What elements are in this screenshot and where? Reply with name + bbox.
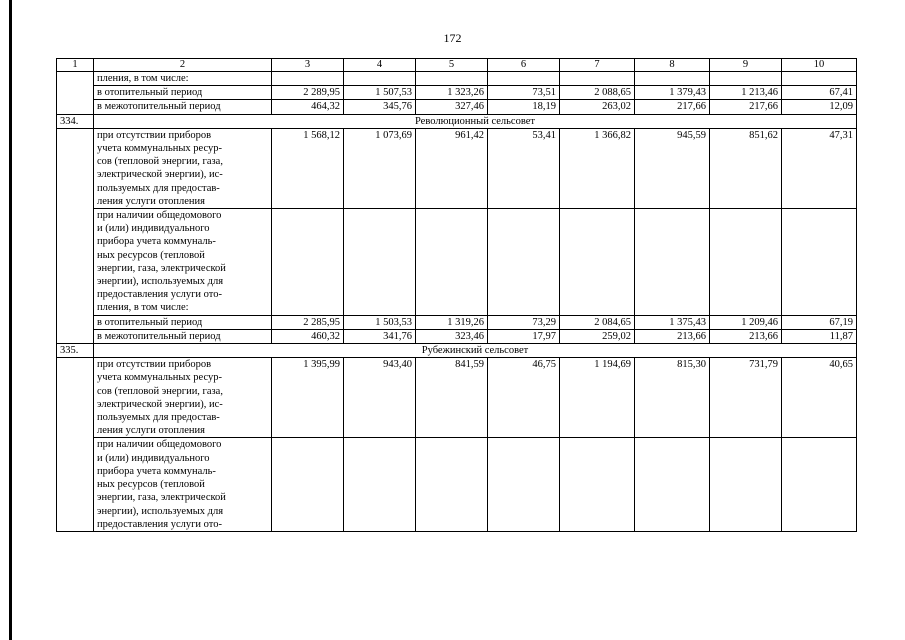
value-cell: 1 375,43 (635, 315, 710, 329)
section-header-row (57, 114, 857, 128)
col-header: 7 (560, 59, 635, 72)
value-cell: 323,46 (416, 329, 488, 343)
value-cell: 1 319,26 (416, 315, 488, 329)
value-cell: 18,19 (488, 100, 560, 114)
value-cell: 943,40 (344, 358, 416, 438)
value-cell: 815,30 (635, 358, 710, 438)
value-cell: 2 289,95 (272, 86, 344, 100)
section-number: 335. (57, 344, 94, 358)
value-cell: 47,31 (782, 128, 857, 208)
section-header-row (57, 344, 857, 358)
value-cell: 1 395,99 (272, 358, 344, 438)
section-title: Революционный сельсовет (94, 114, 857, 128)
value-cell: 67,41 (782, 86, 857, 100)
value-cell: 17,97 (488, 329, 560, 343)
tariff-table (56, 58, 857, 532)
table-row (57, 128, 857, 208)
value-cell: 851,62 (710, 128, 782, 208)
col-header: 2 (94, 59, 272, 72)
section-number: 334. (57, 114, 94, 128)
period-label: в отопительный период (94, 315, 272, 329)
value-cell: 73,51 (488, 86, 560, 100)
row-number-cell (57, 358, 94, 532)
value-cell: 1 366,82 (560, 128, 635, 208)
value-cell: 217,66 (710, 100, 782, 114)
value-cell: 1 209,46 (710, 315, 782, 329)
value-cell: 1 323,26 (416, 86, 488, 100)
value-cell: 841,59 (416, 358, 488, 438)
value-cell: 67,19 (782, 315, 857, 329)
value-cell: 213,66 (710, 329, 782, 343)
row-description: при наличии общедомового и (или) индивидуального прибора учета коммуналь- ных ресурсов (тепловой энергии, газа, электрической энергии), используемых для предоставления услуги ото- пления, в том числе: (94, 209, 272, 316)
value-cell: 259,02 (560, 329, 635, 343)
section-title: Рубежинский сельсовет (94, 344, 857, 358)
table-row (57, 358, 857, 438)
row-number-cell (57, 72, 94, 115)
value-cell: 263,02 (560, 100, 635, 114)
page-number: 172 (443, 31, 462, 45)
value-cell: 1 568,12 (272, 128, 344, 208)
table-row (57, 72, 857, 86)
value-cell: 464,32 (272, 100, 344, 114)
col-header: 4 (344, 59, 416, 72)
table-row (57, 329, 857, 343)
col-header: 8 (635, 59, 710, 72)
row-description: при отсутствии приборов учета коммунальных ресур- сов (тепловой энергии, газа, электрической энергии), ис- пользуемых для предостав- ления услуги отопления (94, 358, 272, 438)
table-row (57, 100, 857, 114)
value-cell: 2 285,95 (272, 315, 344, 329)
period-label: в отопительный период (94, 86, 272, 100)
value-cell: 460,32 (272, 329, 344, 343)
col-header: 9 (710, 59, 782, 72)
table-row (57, 315, 857, 329)
value-cell: 12,09 (782, 100, 857, 114)
value-cell: 1 503,53 (344, 315, 416, 329)
col-header: 6 (488, 59, 560, 72)
value-cell: 1 379,43 (635, 86, 710, 100)
table-row (57, 86, 857, 100)
value-cell: 2 084,65 (560, 315, 635, 329)
value-cell: 1 213,46 (710, 86, 782, 100)
value-cell: 327,46 (416, 100, 488, 114)
value-cell: 73,29 (488, 315, 560, 329)
row-description: пления, в том числе: (94, 72, 272, 86)
col-header: 1 (57, 59, 94, 72)
value-cell: 2 088,65 (560, 86, 635, 100)
row-number-cell (57, 128, 94, 343)
value-cell: 961,42 (416, 128, 488, 208)
row-description: при наличии общедомового и (или) индивидуального прибора учета коммуналь- ных ресурсов (тепловой энергии, газа, электрической энергии), используемых для предоставления услуги ото- (94, 438, 272, 531)
row-description: при отсутствии приборов учета коммунальных ресур- сов (тепловой энергии, газа, электрической энергии), ис- пользуемых для предостав- ления услуги отопления (94, 128, 272, 208)
value-cell: 217,66 (635, 100, 710, 114)
col-header: 3 (272, 59, 344, 72)
period-label: в межотопительный период (94, 100, 272, 114)
value-cell: 1 073,69 (344, 128, 416, 208)
value-cell: 46,75 (488, 358, 560, 438)
header-row (57, 59, 857, 72)
period-label: в межотопительный период (94, 329, 272, 343)
col-header: 10 (782, 59, 857, 72)
value-cell: 40,65 (782, 358, 857, 438)
value-cell: 213,66 (635, 329, 710, 343)
value-cell: 1 194,69 (560, 358, 635, 438)
value-cell: 341,76 (344, 329, 416, 343)
table-row (57, 438, 857, 531)
table-row (57, 209, 857, 316)
value-cell: 945,59 (635, 128, 710, 208)
value-cell: 53,41 (488, 128, 560, 208)
value-cell: 11,87 (782, 329, 857, 343)
value-cell: 1 507,53 (344, 86, 416, 100)
col-header: 5 (416, 59, 488, 72)
page-edge-bar (9, 0, 12, 640)
value-cell: 731,79 (710, 358, 782, 438)
value-cell: 345,76 (344, 100, 416, 114)
